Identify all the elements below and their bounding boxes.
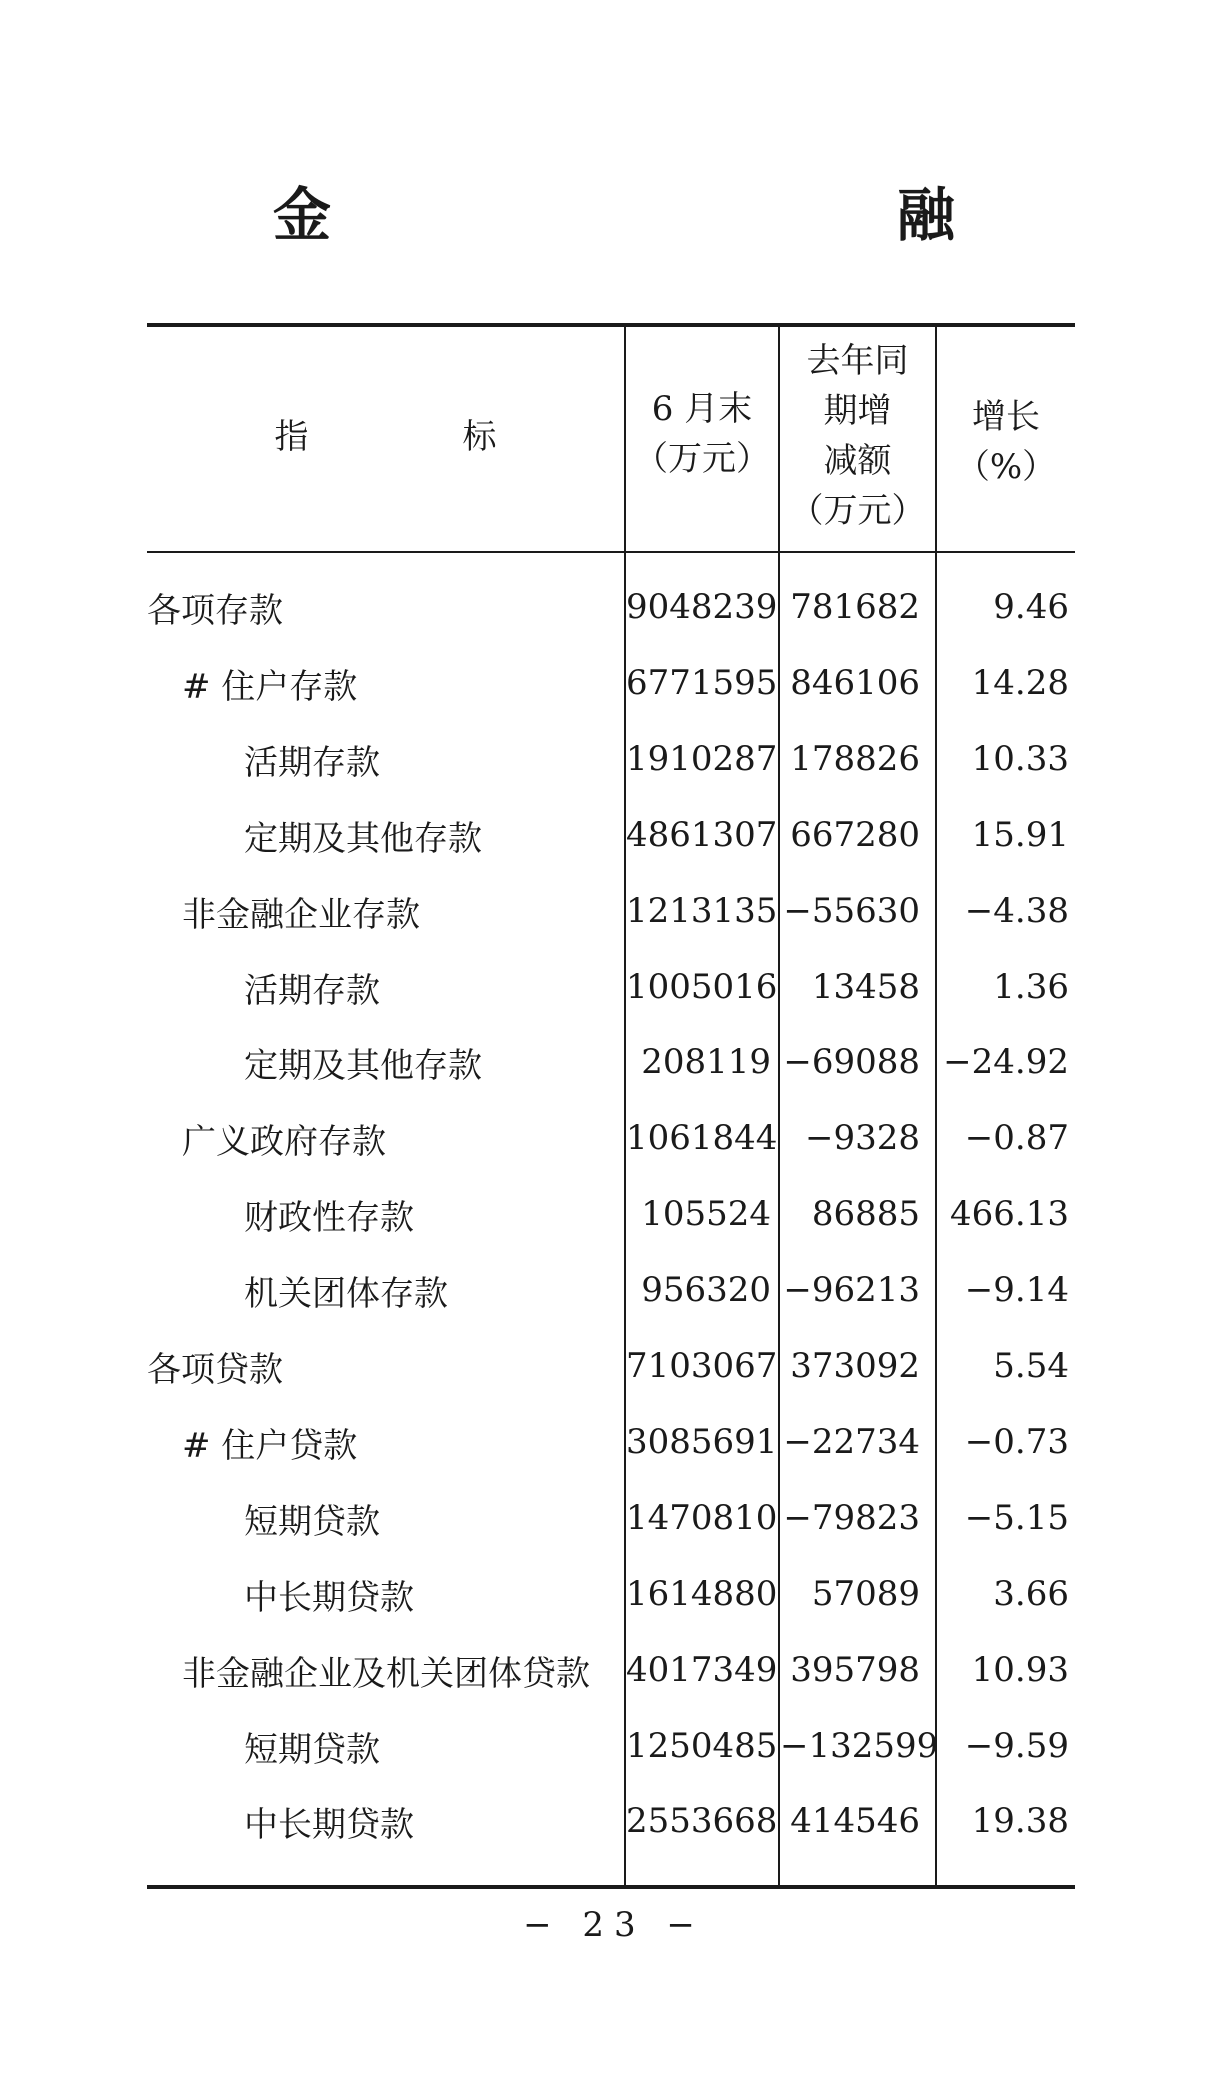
cell-yoy-change: −69088	[783, 1042, 920, 1083]
cell-june-end: 3085691	[626, 1421, 778, 1462]
cell-yoy-change: 414546	[790, 1801, 920, 1842]
cell-growth: 3.66	[993, 1573, 1069, 1614]
cell-yoy-change: 395798	[790, 1649, 920, 1690]
cell-growth: −5.15	[964, 1497, 1069, 1538]
page-title: 金 融	[272, 181, 1105, 249]
table-row	[147, 1418, 1075, 1493]
cell-yoy-change: −96213	[783, 1270, 920, 1311]
cell-growth: 10.93	[971, 1649, 1069, 1690]
header-yoy-change-line: （万元）	[789, 491, 926, 531]
row-label: 定期及其他存款	[244, 1046, 482, 1087]
table-row	[147, 1722, 1075, 1797]
cell-yoy-change: 57089	[811, 1573, 920, 1614]
row-label: # 住户贷款	[182, 1425, 358, 1466]
table-row	[147, 1114, 1075, 1189]
cell-growth: 5.54	[993, 1346, 1069, 1386]
row-label: 各项存款	[147, 591, 283, 631]
cell-growth: −4.38	[964, 890, 1069, 931]
header-june-end-line: （万元）	[634, 439, 770, 479]
cell-yoy-change: 178826	[790, 738, 920, 779]
header-yoy-change-line: 减额	[823, 441, 892, 481]
row-label: 机关团体存款	[244, 1274, 448, 1315]
cell-growth: 9.46	[993, 587, 1069, 627]
row-label: 非金融企业及机关团体贷款	[182, 1653, 590, 1694]
table-row	[147, 1342, 1075, 1417]
table-row	[147, 583, 1075, 658]
cell-yoy-change: 781682	[790, 587, 920, 627]
cell-june-end: 1470810	[626, 1497, 778, 1538]
row-label: 活期存款	[244, 970, 380, 1011]
cell-yoy-change: −9328	[804, 1118, 920, 1159]
cell-june-end: 1250485	[626, 1725, 778, 1766]
cell-growth: −24.92	[943, 1042, 1069, 1083]
cell-june-end: 208119	[641, 1042, 771, 1083]
cell-june-end: 1213135	[626, 890, 778, 931]
table-row	[147, 811, 1075, 886]
header-yoy-change	[780, 336, 935, 536]
header-growth-line: （%）	[955, 447, 1057, 487]
cell-june-end: 4861307	[626, 814, 778, 855]
header-growth-line: 增长	[972, 397, 1040, 437]
row-label: 财政性存款	[244, 1198, 414, 1239]
table-row	[147, 1266, 1075, 1341]
cell-growth: −9.14	[964, 1270, 1069, 1311]
cell-june-end: 4017349	[626, 1649, 778, 1690]
cell-yoy-change: −55630	[783, 890, 920, 931]
table-row	[147, 1494, 1075, 1569]
row-label: 定期及其他存款	[244, 818, 482, 859]
table-row	[147, 1570, 1075, 1645]
cell-growth: 10.33	[971, 738, 1069, 779]
row-label: 活期存款	[244, 742, 380, 783]
table-row	[147, 1038, 1075, 1113]
row-label: # 住户存款	[182, 666, 358, 707]
cell-june-end: 1005016	[626, 966, 778, 1007]
row-label: 各项贷款	[147, 1350, 283, 1390]
table-row	[147, 963, 1075, 1038]
row-label: 短期贷款	[244, 1729, 380, 1770]
cell-yoy-change: −22734	[783, 1421, 920, 1462]
header-yoy-change-line: 期增	[823, 391, 892, 431]
cell-yoy-change: −79823	[783, 1497, 920, 1538]
header-yoy-change-line: 去年同	[806, 341, 909, 381]
table-bottom-rule	[147, 1885, 1075, 1889]
table-row	[147, 735, 1075, 810]
cell-growth: 15.91	[971, 814, 1069, 855]
cell-yoy-change: 846106	[790, 662, 920, 703]
header-indicator: 指 标	[274, 417, 557, 457]
cell-growth: −0.73	[964, 1421, 1069, 1462]
row-label: 中长期贷款	[244, 1577, 414, 1618]
table-row	[147, 659, 1075, 734]
cell-growth: 1.36	[993, 966, 1069, 1007]
table-row	[147, 887, 1075, 962]
header-june-end	[626, 384, 778, 484]
cell-yoy-change: 13458	[811, 966, 920, 1007]
page-number: − 23 −	[523, 1905, 705, 1945]
cell-growth: 14.28	[971, 662, 1069, 703]
cell-june-end: 105524	[641, 1194, 771, 1235]
cell-yoy-change: 667280	[790, 814, 920, 855]
cell-growth: 466.13	[950, 1194, 1069, 1235]
cell-june-end: 1614880	[626, 1573, 778, 1614]
cell-yoy-change: 373092	[790, 1346, 920, 1386]
row-label: 非金融企业存款	[182, 894, 420, 935]
row-label: 广义政府存款	[182, 1122, 386, 1163]
cell-growth: −0.87	[964, 1118, 1069, 1159]
cell-yoy-change: −132599	[780, 1725, 939, 1766]
cell-june-end: 6771595	[626, 662, 778, 703]
header-june-end-line: 6 月末	[651, 389, 753, 429]
cell-growth: 19.38	[971, 1801, 1069, 1842]
row-label: 中长期贷款	[244, 1805, 414, 1846]
cell-june-end: 2553668	[626, 1801, 778, 1842]
cell-june-end: 1910287	[626, 738, 778, 779]
cell-june-end: 9048239	[626, 587, 778, 627]
cell-june-end: 1061844	[626, 1118, 778, 1159]
table-row	[147, 1646, 1075, 1721]
cell-yoy-change: 86885	[811, 1194, 920, 1235]
cell-june-end: 7103067	[626, 1346, 778, 1386]
header-growth	[937, 392, 1075, 492]
cell-growth: −9.59	[964, 1725, 1069, 1766]
table-row	[147, 1190, 1075, 1265]
cell-june-end: 956320	[641, 1270, 771, 1311]
table-row	[147, 1797, 1075, 1872]
row-label: 短期贷款	[244, 1501, 380, 1542]
